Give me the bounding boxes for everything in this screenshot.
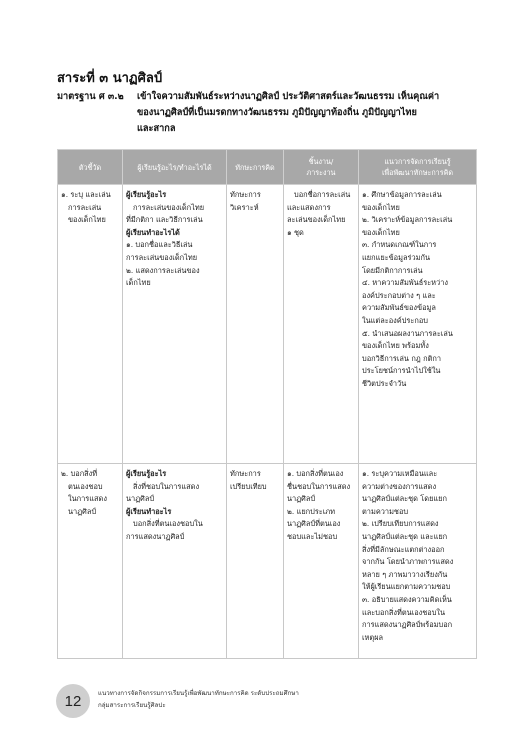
cell-line: นาฏศิลป์แต่ละชุด โดยแยก: [362, 494, 447, 504]
cell-line: ๓. กำหนดเกณฑ์ในการ: [362, 240, 437, 250]
activity-cell: [359, 185, 477, 464]
header-text: เพื่อพัฒนาทักษะการคิด: [381, 168, 454, 177]
table-row: [58, 185, 477, 464]
standard-text: [137, 89, 469, 137]
cell-line: ผู้เรียนรู้อะไร: [126, 469, 167, 478]
work-cell: [284, 185, 359, 464]
cell-line: องค์ประกอบต่าง ๆ และ: [362, 290, 436, 300]
cell-line: ละเล่นของเด็กไทย: [287, 215, 346, 225]
cell-line: ที่มีกติกา และวิธีการเล่น: [126, 215, 203, 225]
cell-line: ๒. บอกสิ่งที่: [61, 469, 98, 478]
cell-line: สิ่งที่มีลักษณะแตกต่างออก: [362, 544, 445, 554]
cell-line: ผู้เรียนทำอะไรได้: [126, 227, 180, 237]
cell-line: ในแต่ละองค์ประกอบ: [362, 315, 428, 325]
header-thinking-skill: [227, 150, 284, 185]
learning-cell: [123, 464, 227, 659]
cell-line: นาฏศิลป์: [68, 506, 97, 516]
cell-line: เด็กไทย: [126, 278, 151, 288]
cell-line: ของเด็กไทย: [362, 227, 400, 237]
cell-line: ๑. ระบุ และเล่น: [61, 190, 111, 199]
learning-cell: [123, 185, 227, 464]
cell-line: ๕. นำเสนอผลงานการละเล่น: [362, 328, 453, 338]
cell-line: เหตุผล: [362, 632, 384, 642]
cell-line: สิ่งที่ชอบในการแสดง: [133, 481, 200, 491]
cell-line: ความต่างของการแสดง: [362, 481, 437, 491]
cell-line: ชื่นชอบในการแสดง: [287, 481, 351, 491]
cell-line: ประโยชน์การนำไปใช้ใน: [362, 366, 441, 376]
header-text: ชิ้นงาน/: [308, 157, 334, 166]
curriculum-table: [57, 149, 477, 659]
cell-line: ๑. บอกสิ่งที่ตนเอง: [287, 469, 344, 478]
cell-line: นาฏศิลป์: [287, 494, 316, 504]
header-indicator: [58, 150, 123, 185]
cell-line: บอกวิธีการเล่น กฎ กติกา: [362, 353, 442, 363]
thinking-skill-cell: [227, 464, 284, 659]
thinking-skill-cell: [227, 185, 284, 464]
cell-line: ๑. ระบุความเหมือนและ: [362, 469, 438, 478]
standard-line: และสากล: [137, 123, 176, 134]
table-header: [58, 150, 477, 185]
header-activity: [359, 150, 477, 185]
cell-line: บอกชื่อการละเล่น: [294, 190, 351, 199]
header-text: ผู้เรียนรู้อะไร/ทำอะไรได้: [137, 162, 212, 172]
cell-line: ของเด็กไทย: [68, 215, 106, 225]
cell-line: การละเล่น: [68, 202, 102, 212]
cell-line: หลาย ๆ ภาพมาวางเรียงกัน: [362, 569, 448, 579]
cell-line: ๑. บอกชื่อและวิธีเล่น: [126, 240, 193, 250]
cell-line: ๒. แยกประเภท: [287, 506, 336, 516]
cell-line: ตามความชอบ: [362, 506, 409, 516]
cell-line: วิเคราะห์: [230, 202, 259, 212]
indicator-cell: [58, 185, 123, 464]
footer-caption: [98, 688, 398, 712]
cell-line: ในการแสดง: [68, 494, 107, 504]
page-number: 12: [56, 684, 90, 718]
cell-line: ผู้เรียนทำอะไร: [126, 506, 172, 516]
work-cell: [284, 464, 359, 659]
standard-statement: [57, 89, 469, 137]
table-body: [58, 185, 477, 659]
cell-line: การละเล่นของเด็กไทย: [126, 252, 198, 262]
cell-line: จากกัน โดยนำภาพการแสดง: [362, 557, 454, 567]
standard-code: มาตรฐาน ศ ๓.๒: [57, 91, 124, 102]
cell-line: และบอกสิ่งที่ตนเองชอบใน: [362, 607, 446, 617]
header-work: [284, 150, 359, 185]
cell-line: ชอบและไม่ชอบ: [287, 531, 338, 541]
cell-line: ๔. หาความสัมพันธ์ระหว่าง: [362, 278, 448, 288]
cell-line: ๓. อธิบายแสดงความคิดเห็น: [362, 594, 452, 604]
header-text: ตัวชี้วัด: [78, 162, 102, 172]
header-text: แนวการจัดการเรียนรู้: [384, 157, 451, 166]
cell-line: ทักษะการ: [230, 190, 261, 199]
cell-line: แยกแยะข้อมูลร่วมกัน: [362, 252, 431, 262]
activity-cell: [359, 464, 477, 659]
cell-line: ๑ ชุด: [287, 227, 304, 237]
cell-line: ๑. ศึกษาข้อมูลการละเล่น: [362, 190, 442, 199]
cell-line: บอกสิ่งที่ตนเองชอบใน: [133, 519, 203, 529]
cell-line: ความสัมพันธ์ของข้อมูล: [362, 303, 436, 313]
indicator-cell: [58, 464, 123, 659]
standard-line: เข้าใจความสัมพันธ์ระหว่างนาฏศิลป์ ประวัติศาสตร์และวัฒนธรรม เห็นคุณค่า: [137, 91, 440, 102]
cell-line: ๒. วิเคราะห์ข้อมูลการละเล่น: [362, 215, 453, 225]
header-learning: [123, 150, 227, 185]
cell-line: นาฏศิลป์: [126, 494, 155, 504]
cell-line: ให้ผู้เรียนแยกตามความชอบ: [362, 582, 451, 592]
cell-line: เปรียบเทียบ: [230, 481, 267, 491]
cell-line: ของเด็กไทย: [362, 202, 400, 212]
page-title: สาระที่ ๓ นาฏศิลป์: [57, 71, 163, 86]
cell-line: ๒. เปรียบเทียบการแสดง: [362, 519, 439, 529]
header-text: ภาระงาน: [306, 168, 336, 177]
cell-line: ของเด็กไทย พร้อมทั้ง: [362, 341, 429, 351]
cell-line: การแสดงนาฏศิลป์: [126, 531, 185, 541]
table-row: [58, 464, 477, 659]
cell-line: นาฏศิลป์ที่ตนเอง: [287, 519, 341, 529]
standard-line: ของนาฏศิลป์ที่เป็นมรดกทางวัฒนธรรม ภูมิปัญญาท้องถิ่น ภูมิปัญญาไทย: [137, 107, 417, 118]
cell-line: ผู้เรียนรู้อะไร: [126, 190, 167, 199]
cell-line: นาฏศิลป์แต่ละชุด และแยก: [362, 531, 448, 541]
cell-line: และแสดงการ: [287, 202, 331, 212]
cell-line: โดยมีกติกาการเล่น: [362, 265, 423, 275]
cell-line: ทักษะการ: [230, 469, 261, 478]
cell-line: ตนเองชอบ: [68, 481, 103, 491]
cell-line: การละเล่นของเด็กไทย: [133, 202, 205, 212]
cell-line: ชีวิตประจำวัน: [362, 378, 407, 388]
cell-line: การแสดงนาฏศิลป์พร้อมบอก: [362, 620, 453, 630]
footer-line: กลุ่มสาระการเรียนรู้ศิลปะ: [98, 702, 166, 709]
cell-line: ๒. แสดงการละเล่นของ: [126, 265, 200, 275]
header-text: ทักษะการคิด: [235, 162, 275, 172]
footer-line: แนวทางการจัดกิจกรรมการเรียนรู้เพื่อพัฒนาทักษะการคิด ระดับประถมศึกษา: [98, 690, 299, 697]
